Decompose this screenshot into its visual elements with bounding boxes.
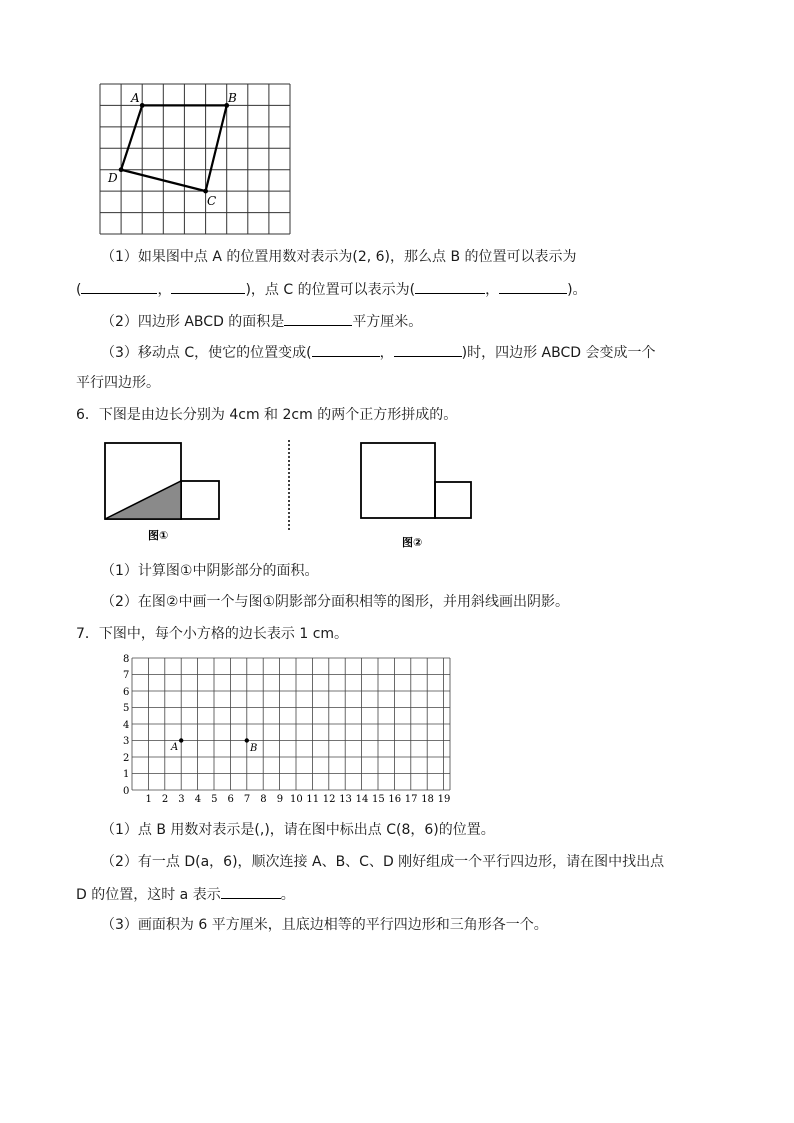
x-tick-13: 13 xyxy=(339,794,352,805)
p7-q1: （1）点 B 用数对表示是(,)，请在图中标出点 C(8，6)的位置。 xyxy=(101,822,495,838)
shaded-triangle xyxy=(105,481,181,519)
small-square xyxy=(435,482,471,518)
x-tick-9: 9 xyxy=(276,794,284,805)
y-tick-2: 2 xyxy=(123,753,130,764)
y-tick-8: 8 xyxy=(123,654,130,665)
answer-blank-b-x[interactable] xyxy=(81,279,157,294)
point-a-label: A xyxy=(171,742,179,753)
x-tick-11: 11 xyxy=(306,794,320,805)
text: （3）移动点 C，使它的位置变成( xyxy=(101,345,312,361)
x-tick-5: 5 xyxy=(211,794,218,805)
figure-1-caption: 图① xyxy=(148,529,169,542)
vertex-c-label: C xyxy=(207,194,217,208)
p6-q2: （2）在图②中画一个与图①阴影部分面积相等的图形，并用斜线画出阴影。 xyxy=(101,594,570,610)
point-b-dot xyxy=(245,738,249,742)
x-tick-15: 15 xyxy=(372,794,385,805)
x-tick-16: 16 xyxy=(388,794,402,805)
y-tick-6: 6 xyxy=(123,687,130,698)
p7-q2-line2 xyxy=(76,884,295,905)
text: ， xyxy=(485,282,500,298)
p7-title: 7．下图中，每个小方格的边长表示 1 cm。 xyxy=(76,626,349,642)
text: ， xyxy=(379,345,394,361)
x-tick-12: 12 xyxy=(322,794,336,805)
y-tick-1: 1 xyxy=(123,769,130,780)
text: ， xyxy=(157,282,172,298)
answer-blank-new-c-y[interactable] xyxy=(394,342,462,357)
vertex-d-label: D xyxy=(108,171,118,185)
text: )时，四边形 ABCD 会变成一个 xyxy=(461,345,656,361)
y-tick-5: 5 xyxy=(123,703,130,714)
text: )。 xyxy=(567,282,587,298)
x-tick-1: 1 xyxy=(145,794,152,805)
x-tick-0: 0 xyxy=(123,786,130,797)
y-tick-7: 7 xyxy=(123,670,130,681)
p6-q1: （1）计算图①中阴影部分的面积。 xyxy=(101,563,319,579)
y-tick-4: 4 xyxy=(123,720,130,731)
x-tick-17: 17 xyxy=(404,794,418,805)
answer-blank-area[interactable] xyxy=(284,311,352,326)
p5-q1-line1: （1）如果图中点 A 的位置用数对表示为(2, 6)，那么点 B 的位置可以表示为 xyxy=(101,249,577,265)
small-square xyxy=(181,481,219,519)
x-tick-2: 2 xyxy=(161,794,169,805)
grid-quadrilateral-figure xyxy=(100,84,292,236)
text: （2）四边形 ABCD 的面积是 xyxy=(101,314,285,330)
answer-blank-a-value[interactable] xyxy=(221,884,281,899)
answer-blank-c-x[interactable] xyxy=(415,279,485,294)
text: 。 xyxy=(280,887,295,903)
x-tick-6: 6 xyxy=(227,794,234,805)
x-tick-7: 7 xyxy=(243,794,251,805)
answer-blank-b-y[interactable] xyxy=(171,279,245,294)
figure-2-squares xyxy=(360,442,480,550)
answer-blank-new-c-x[interactable] xyxy=(312,342,380,357)
vertex-d-dot xyxy=(119,167,124,172)
x-tick-8: 8 xyxy=(260,794,267,805)
text: ( xyxy=(76,282,82,298)
vertex-c-dot xyxy=(203,189,208,194)
p7-q2-line1: （2）有一点 D(a，6)，顺次连接 A、B、C、D 刚好组成一个平行四边形，请在图中找出点 xyxy=(101,854,665,870)
text: 平方厘米。 xyxy=(352,314,423,330)
x-tick-10: 10 xyxy=(290,794,303,805)
vertex-a-label: A xyxy=(131,91,140,105)
x-tick-19: 19 xyxy=(437,794,451,805)
coordinate-grid-figure xyxy=(120,650,465,810)
p5-q1-line2 xyxy=(76,279,587,300)
p6-title: 6．下图是由边长分别为 4cm 和 2cm 的两个正方形拼成的。 xyxy=(76,407,458,423)
vertex-b-label: B xyxy=(228,91,237,105)
point-b-label: B xyxy=(250,743,258,754)
point-a-dot xyxy=(179,738,183,742)
answer-blank-c-y[interactable] xyxy=(499,279,567,294)
text: )，点 C 的位置可以表示为( xyxy=(245,282,416,298)
y-tick-3: 3 xyxy=(123,736,130,747)
x-tick-14: 14 xyxy=(355,794,369,805)
figure-1-squares xyxy=(104,442,224,542)
x-tick-4: 4 xyxy=(194,794,202,805)
vertex-a-dot xyxy=(140,103,145,108)
divider-dotted-line xyxy=(287,440,291,532)
p5-q2 xyxy=(101,311,422,332)
x-tick-18: 18 xyxy=(421,794,434,805)
x-tick-3: 3 xyxy=(178,794,185,805)
text: D 的位置，这时 a 表示 xyxy=(76,887,221,903)
p7-q3: （3）画面积为 6 平方厘米，且底边相等的平行四边形和三角形各一个。 xyxy=(101,917,548,933)
coordinate-grid-lines xyxy=(132,658,450,790)
p5-q3-line2: 平行四边形。 xyxy=(76,375,160,391)
large-square xyxy=(361,443,435,518)
figure-2-caption: 图② xyxy=(402,536,423,549)
p5-q3-line1 xyxy=(101,342,655,363)
